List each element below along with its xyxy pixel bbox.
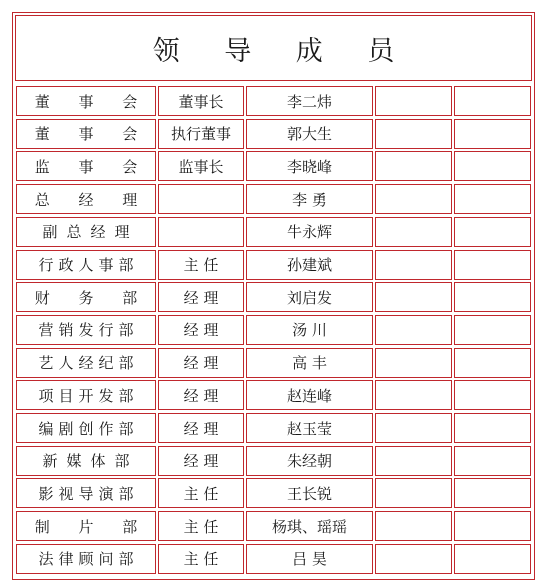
position-cell: 执行董事 bbox=[158, 119, 244, 149]
empty-cell bbox=[454, 86, 531, 116]
position-cell: 经 理 bbox=[158, 315, 244, 345]
department-cell: 总 经 理 bbox=[16, 184, 156, 214]
position-cell: 经 理 bbox=[158, 413, 244, 443]
empty-cell bbox=[454, 119, 531, 149]
department-cell: 编剧创作部 bbox=[16, 413, 156, 443]
empty-cell bbox=[375, 544, 452, 574]
position-cell: 主 任 bbox=[158, 511, 244, 541]
empty-cell bbox=[454, 413, 531, 443]
name-cell: 刘启发 bbox=[246, 282, 373, 312]
empty-cell bbox=[454, 282, 531, 312]
name-cell: 吕 昊 bbox=[246, 544, 373, 574]
table-body bbox=[13, 13, 534, 579]
name-cell: 赵连峰 bbox=[246, 380, 373, 410]
department-cell: 新媒体部 bbox=[16, 446, 156, 476]
name-cell: 王长锐 bbox=[246, 478, 373, 508]
empty-cell bbox=[454, 315, 531, 345]
position-cell: 经 理 bbox=[158, 348, 244, 378]
empty-cell bbox=[375, 380, 452, 410]
position-cell bbox=[158, 184, 244, 214]
name-cell: 朱经朝 bbox=[246, 446, 373, 476]
department-cell: 营销发行部 bbox=[16, 315, 156, 345]
empty-cell bbox=[375, 184, 452, 214]
name-cell: 牛永辉 bbox=[246, 217, 373, 247]
empty-cell bbox=[375, 250, 452, 280]
position-cell: 董事长 bbox=[158, 86, 244, 116]
empty-cell bbox=[375, 119, 452, 149]
table-title: 领 导 成 员 bbox=[15, 15, 532, 81]
department-cell: 项目开发部 bbox=[16, 380, 156, 410]
name-cell: 高 丰 bbox=[246, 348, 373, 378]
department-cell: 制 片 部 bbox=[16, 511, 156, 541]
leadership-table bbox=[12, 12, 535, 580]
name-cell: 孙建斌 bbox=[246, 250, 373, 280]
name-cell: 郭大生 bbox=[246, 119, 373, 149]
department-cell: 董 事 会 bbox=[16, 119, 156, 149]
name-cell: 李晓峰 bbox=[246, 151, 373, 181]
position-cell: 经 理 bbox=[158, 380, 244, 410]
empty-cell bbox=[375, 282, 452, 312]
position-cell: 经 理 bbox=[158, 282, 244, 312]
position-cell: 监事长 bbox=[158, 151, 244, 181]
name-cell: 赵玉莹 bbox=[246, 413, 373, 443]
position-cell: 主 任 bbox=[158, 544, 244, 574]
empty-cell bbox=[454, 544, 531, 574]
empty-cell bbox=[454, 184, 531, 214]
position-cell: 主 任 bbox=[158, 250, 244, 280]
empty-cell bbox=[454, 250, 531, 280]
empty-cell bbox=[454, 380, 531, 410]
name-cell: 汤 川 bbox=[246, 315, 373, 345]
department-cell: 行政人事部 bbox=[16, 250, 156, 280]
department-cell: 财 务 部 bbox=[16, 282, 156, 312]
empty-cell bbox=[375, 151, 452, 181]
empty-cell bbox=[375, 315, 452, 345]
empty-cell bbox=[454, 511, 531, 541]
empty-cell bbox=[454, 348, 531, 378]
department-cell: 影视导演部 bbox=[16, 478, 156, 508]
empty-cell bbox=[375, 217, 452, 247]
department-cell: 董 事 会 bbox=[16, 86, 156, 116]
empty-cell bbox=[375, 348, 452, 378]
empty-cell bbox=[375, 413, 452, 443]
position-cell: 经 理 bbox=[158, 446, 244, 476]
empty-cell bbox=[454, 446, 531, 476]
empty-cell bbox=[454, 217, 531, 247]
department-cell: 法律顾问部 bbox=[16, 544, 156, 574]
position-cell: 主 任 bbox=[158, 478, 244, 508]
name-cell: 李二炜 bbox=[246, 86, 373, 116]
empty-cell bbox=[454, 478, 531, 508]
empty-cell bbox=[454, 151, 531, 181]
empty-cell bbox=[375, 446, 452, 476]
name-cell: 杨琪、瑶瑶 bbox=[246, 511, 373, 541]
position-cell bbox=[158, 217, 244, 247]
empty-cell bbox=[375, 478, 452, 508]
empty-cell bbox=[375, 511, 452, 541]
department-cell: 副总经理 bbox=[16, 217, 156, 247]
name-cell: 李 勇 bbox=[246, 184, 373, 214]
department-cell: 监 事 会 bbox=[16, 151, 156, 181]
department-cell: 艺人经纪部 bbox=[16, 348, 156, 378]
empty-cell bbox=[375, 86, 452, 116]
